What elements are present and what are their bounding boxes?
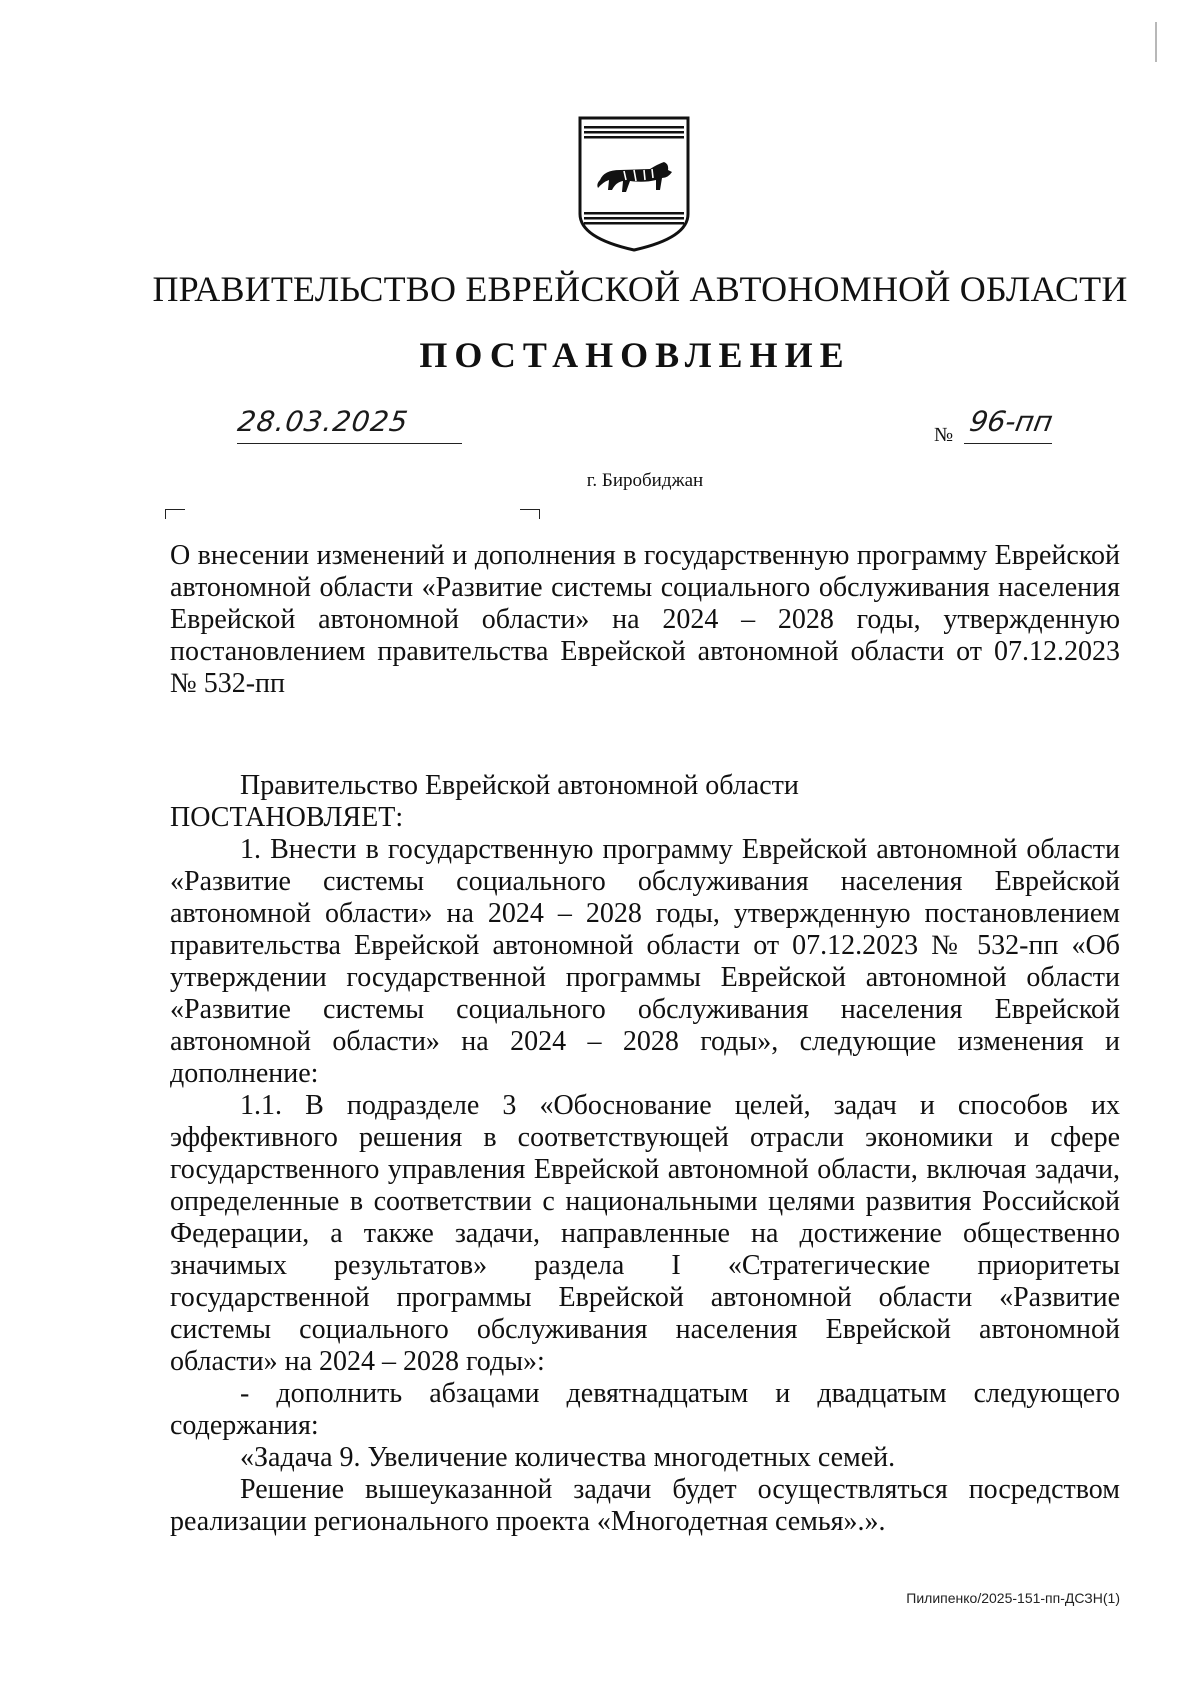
body-paragraph: «Задача 9. Увеличение количества многодетных семей. bbox=[240, 1442, 896, 1473]
body-paragraph: 1.1. В подразделе 3 «Обоснование целей, задач и способов их эффективного решения в соответствующей отрасли экономики и сфере государственного управления Еврейской автономной области, включая задачи, определенные в соответствии с национальными целями развития Российской Федерации, а также задачи, направленные на достижение общественно значимых результатов» раздела I «Стратегические приоритеты государственной программы Еврейской автономной области «Развитие системы социального обслуживания населения Еврейской автономной области» на 2024 – 2028 годы»: bbox=[170, 1090, 1120, 1377]
body-paragraph: Правительство Еврейской автономной области bbox=[240, 770, 799, 801]
heading-corner-left bbox=[165, 509, 185, 519]
coat-of-arms-tiger-icon bbox=[576, 114, 692, 254]
date-underline bbox=[237, 443, 462, 444]
number-underline bbox=[964, 443, 1052, 444]
scan-edge-mark bbox=[1155, 22, 1157, 62]
handwritten-number: 96-пп bbox=[967, 405, 1056, 438]
body-paragraph: 1. Внести в государственную программу Еврейской автономной области «Развитие системы социального обслуживания населения Еврейской автономной области» на 2024 – 2028 годы, утвержденную постановлением правительства Еврейской автономной области от 07.12.2023 № 532-пп «Об утверждении государственной программы Еврейской автономной области «Развитие системы социального обслуживания населения Еврейской автономной области» на 2024 – 2028 годы», следующие изменения и дополнение: bbox=[170, 834, 1120, 1089]
government-title: ПРАВИТЕЛЬСТВО ЕВРЕЙСКОЙ АВТОНОМНОЙ ОБЛАСТИ bbox=[152, 269, 1128, 309]
footer-reference: Пилипенко/2025-151-пп-ДСЗН(1) bbox=[906, 1590, 1120, 1606]
body-paragraph: ПОСТАНОВЛЯЕТ: bbox=[170, 802, 404, 833]
document-body bbox=[170, 770, 1120, 1538]
body-paragraph: Решение вышеуказанной задачи будет осуществляться посредством реализации регионального проекта «Многодетная семья».». bbox=[170, 1474, 1120, 1537]
document-type-title: ПОСТАНОВЛЕНИЕ bbox=[419, 335, 851, 375]
heading-corner-right bbox=[520, 509, 540, 519]
handwritten-date: 28.03.2025 bbox=[235, 405, 411, 438]
document-heading: О внесении изменений и дополнения в государственную программу Еврейской автономной области «Развитие системы социального обслуживания населения Еврейской автономной области» на 2024 – 2028 годы, утвержденную постановлением правительства Еврейской автономной области от 07.12.2023 № 532-пп bbox=[170, 540, 1120, 699]
number-sign: № bbox=[934, 424, 954, 446]
city-label: г. Биробиджан bbox=[586, 470, 704, 491]
body-paragraph: - дополнить абзацами девятнадцатым и двадцатым следующего содержания: bbox=[170, 1378, 1120, 1441]
